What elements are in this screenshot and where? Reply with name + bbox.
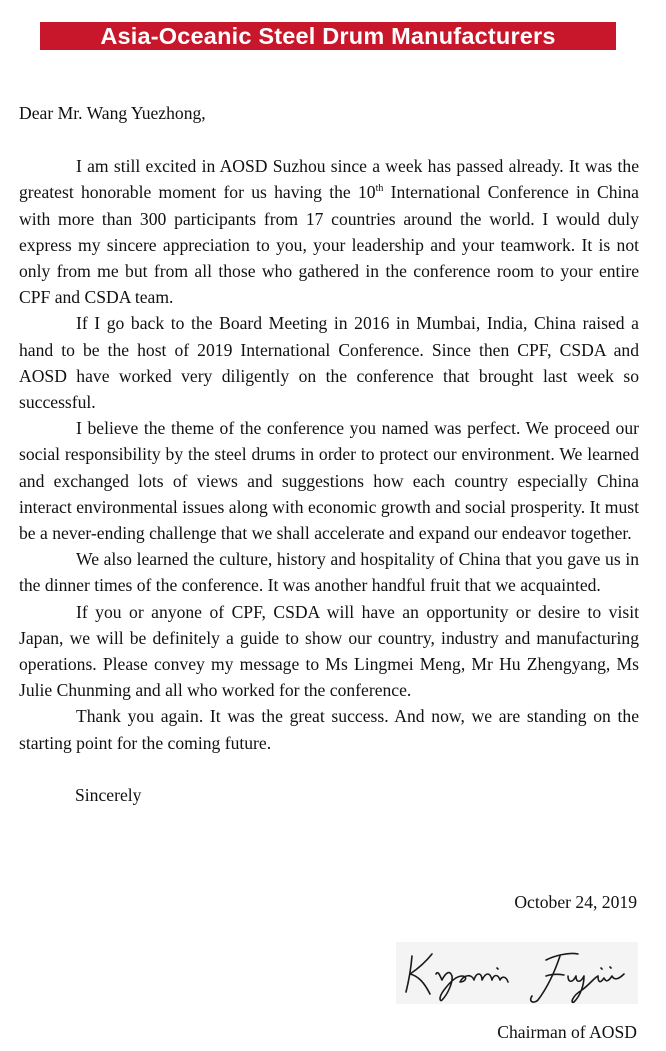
paragraph-5: If you or anyone of CPF, CSDA will have an opportunity or desire to visit Japan, we will be definitely a guide to show our country, industry and manufacturing operations. Please convey my message to Ms Lingmei Meng, Mr Hu Zhengyang, Ms Julie Chunming and all who worked for the conference. [19, 601, 639, 701]
salutation: Dear Mr. Wang Yuezhong, [19, 103, 206, 123]
signature-strokes [396, 942, 638, 1004]
closing: Sincerely [75, 784, 142, 805]
paragraph-3: I believe the theme of the conference you named was perfect. We proceed our social responsibility by the steel drums in order to protect our environment. We learned and exchanged lots of views and suggestions how each country especially China interact environmental issues along with economic growth and social prosperity. It must be a never-ending challenge that we shall accelerate and expand our endeavor together. [19, 418, 639, 544]
paragraph-1-start: I am still excited in AOSD Suzhou since a week has passed already. It was the greatest honorable moment for us having the 10 [19, 156, 639, 203]
signature-image [396, 942, 638, 1004]
paragraph-2: If I go back to the Board Meeting in 2016 in Mumbai, India, China raised a hand to be the host of 2019 International Conference. Since then CPF, CSDA and AOSD have worked very diligently on the conference that brought last week so successful. [19, 313, 639, 413]
ordinal-suffix: th [375, 183, 384, 195]
paragraph-6: Thank you again. It was the great success. And now, we are standing on the starting point for the coming future. [19, 706, 639, 753]
signer-title: Chairman of AOSD [497, 1022, 637, 1042]
paragraph-1 [19, 153, 639, 310]
letterhead-banner [40, 22, 616, 50]
letter-date: October 24, 2019 [514, 892, 637, 912]
paragraph-4: We also learned the culture, history and hospitality of China that you gave us in the dinner times of the conference. It was another handful fruit that we acquainted. [19, 549, 639, 596]
organization-name: Asia-Oceanic Steel Drum Manufacturers [100, 23, 556, 49]
paragraph-1-end: International Conference in China with more than 300 participants from 17 countries around the world. I would duly express my sincere appreciation to you, your leadership and your teamwork. It is not only from me but from all those who gathered in the conference room to your entire CPF and CSDA team. [19, 182, 639, 308]
letter-body [19, 100, 639, 808]
